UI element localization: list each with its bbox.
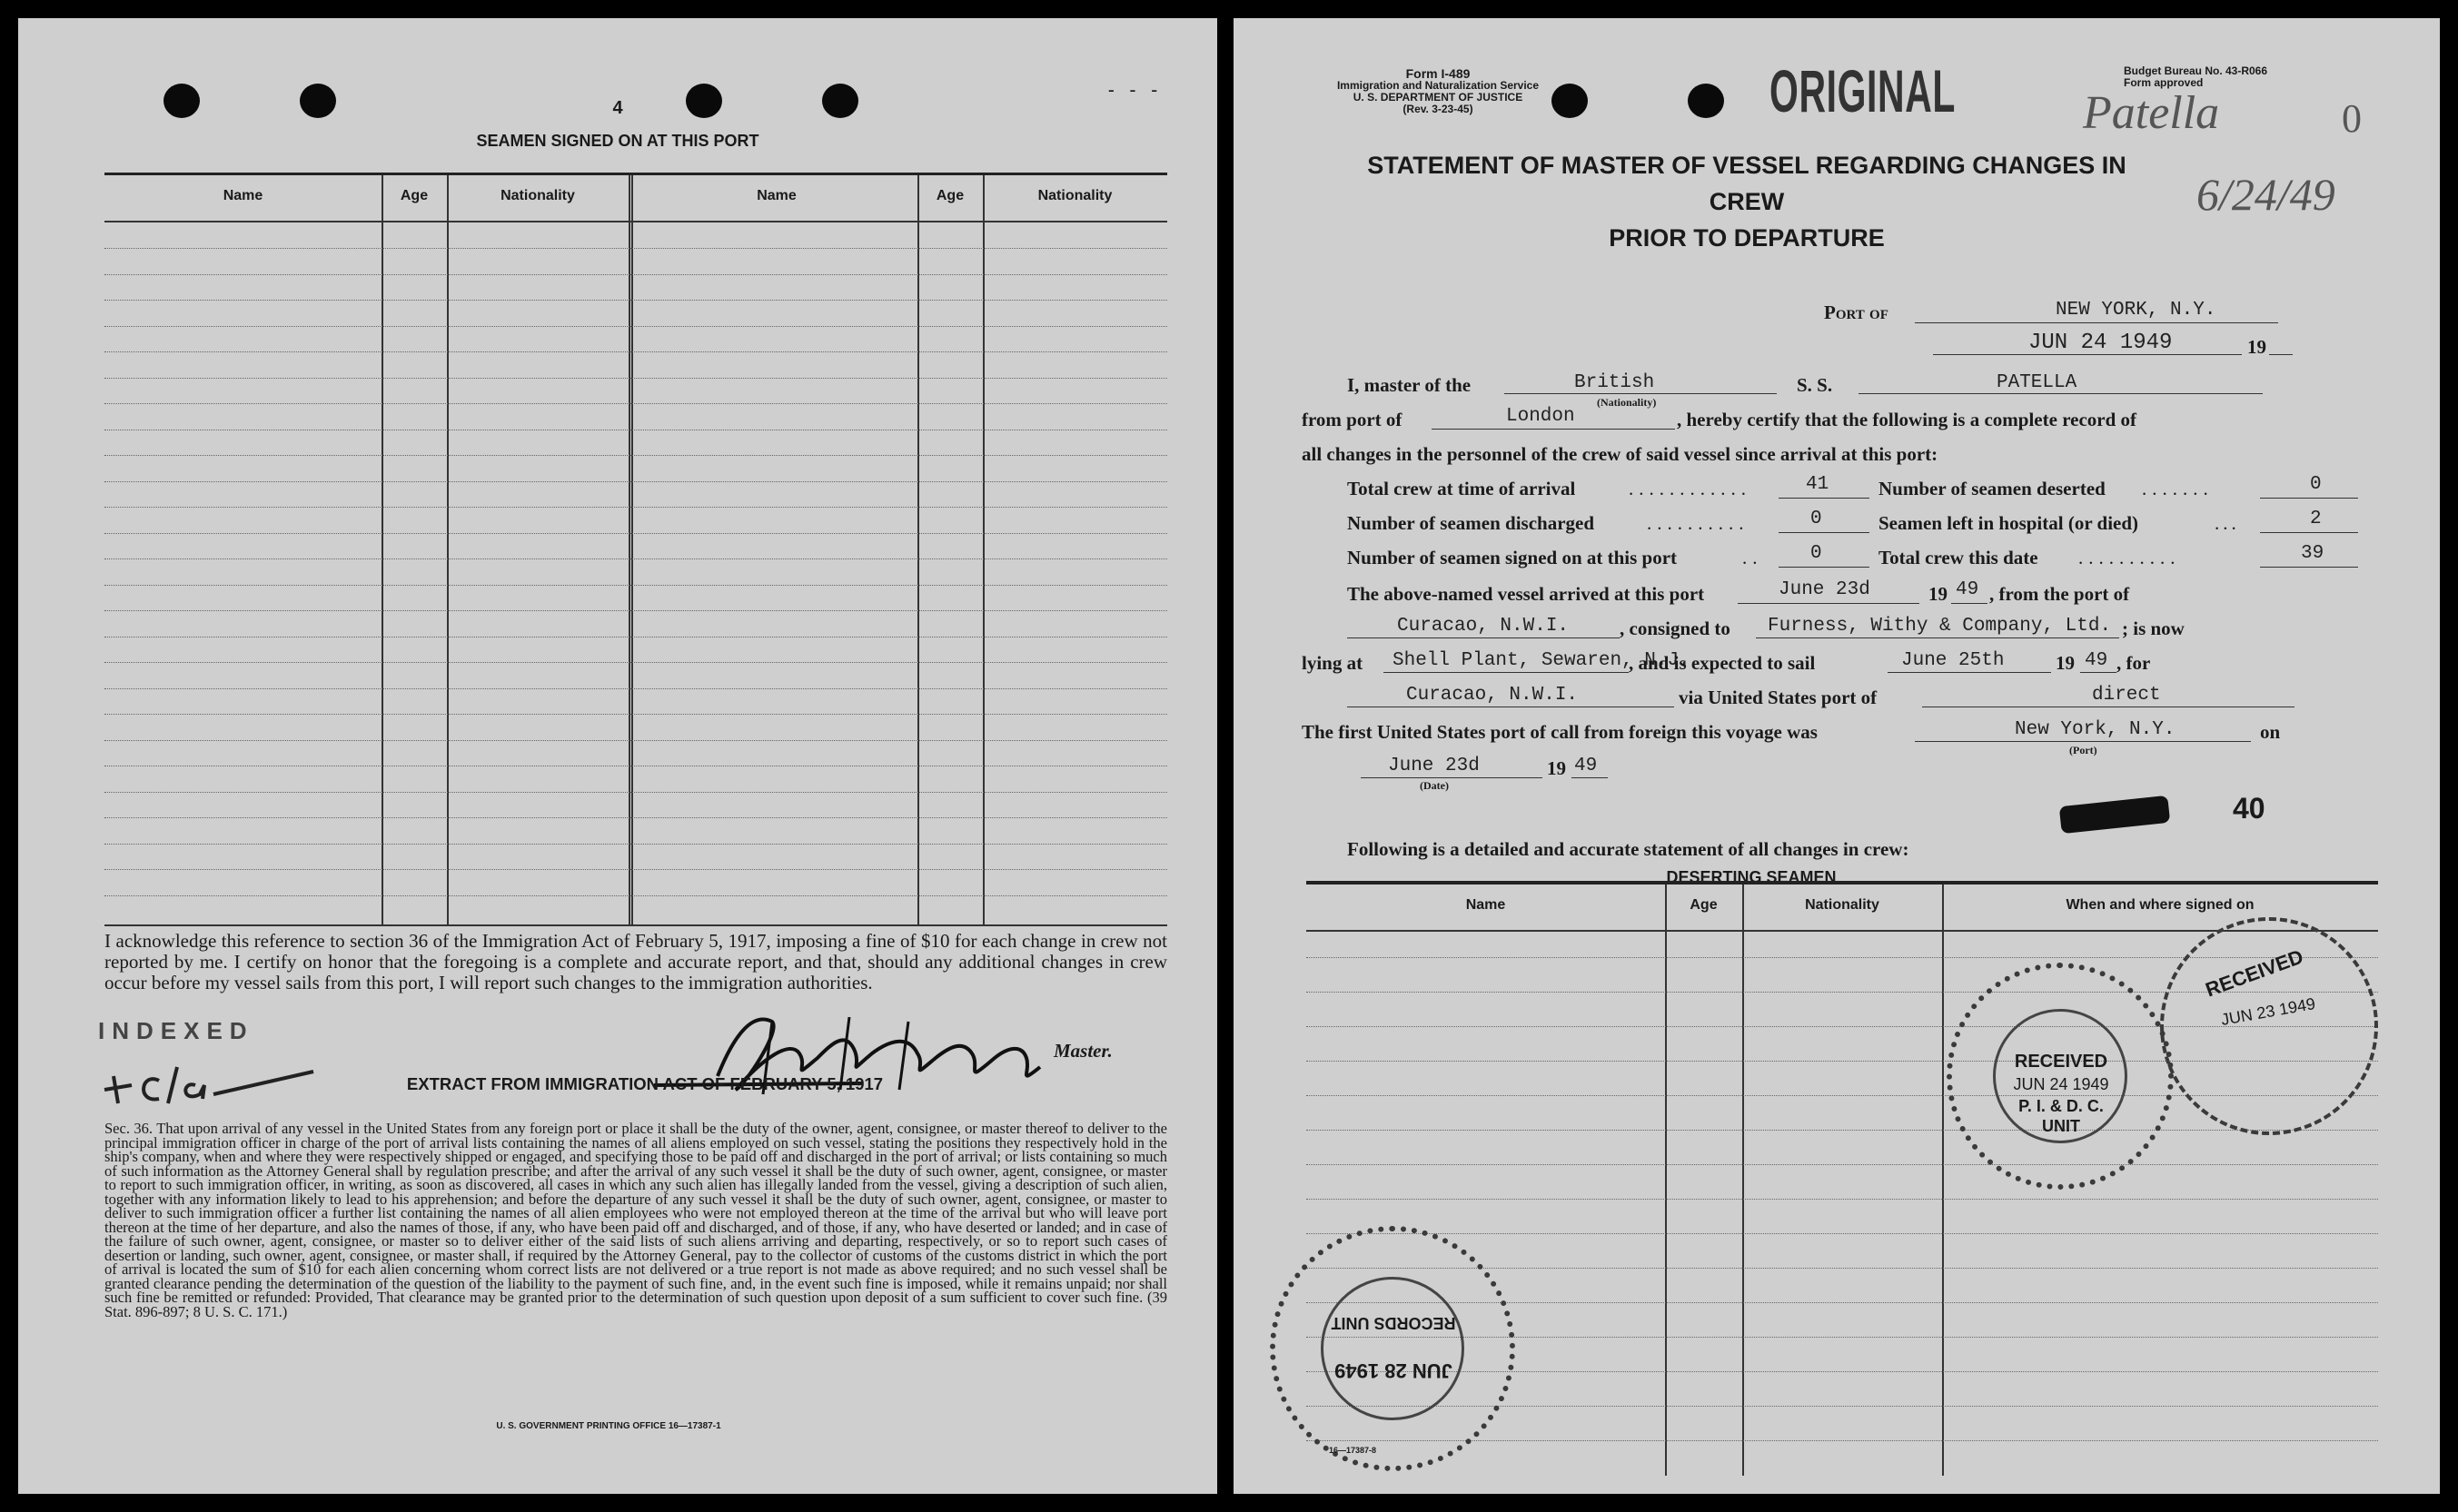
seamen-deserted-value: 0	[2310, 474, 2322, 495]
acknowledgement-text: I acknowledge this reference to section 36 of the Immigration Act of February 5, 1917, imposing a fine of $10 for each change in crew not reported by me. I certify on honor that the foregoing is a complete and accurate report, and that, should any additional changes in crew occur before my vessel sails from this port, I will report such changes to the immigration authorities.	[104, 930, 1167, 993]
received-stamp-2-date: JUN 24 1949	[2013, 1075, 2109, 1093]
records-stamp-date: JUN 28 1949	[1334, 1359, 1452, 1382]
table-row	[104, 248, 1167, 249]
nationality-value: British	[1574, 372, 1655, 393]
left-page: - - - 4 SEAMEN SIGNED ON AT THIS PORT Name Age Nationality Name Age Nationality I acknowledge this reference to section 36 of the Immigration Act of February 5, 1917, imposing a fine of $10 for each change in crew not reported by me. I certify on honor that the foregoing is a complete and accurate report, and that, should any additional changes in crew occur before my vessel sails from this port, I will report such changes to the immigration authorities. Master. INDEXED EXTRACT FROM IMMIGRATION ACT OF FEBRUARY 5, 1917 Sec. 36. That upon arrival of any vessel in the United States from any foreign port or place it shall be the duty of the owner, agent, consignee, or master thereof to deliver to the principal immigration officer in charge of the port of arrival lists containing the names of all aliens employed on such vessel, stating the positions they respectively hold in the ship's company, when and where they were respectively shipped or engaged, and specifying those to be paid off and discharged in the port of arrival; or lists containing so much of such information as the Attorney General shall by regulation prescribe; and after the arrival of any such vessel it shall be the duty of such owner, agent, consignee, or master to report to such immigration officer, in writing, as soon as discovered, all cases in which any such alien has illegally landed from the vessel, giving a description of such alien, together with any information likely to lead to his apprehension; and before the departure of any such vessel it shall be the duty of such owner, agent, consignee, or master to deliver to such immigration officer a further list containing the names of all alien employees who were not employed thereon at the time of the arrival but who will leave port thereon at the time of her departure, and also the names of those, if any, who have been paid off and discharged, and of those, if any, who have deserted or landed; and in case of the failure of such owner, agent, consignee, or master so to deliver either of the said lists of such aliens arriving and departing, respectively, or so to report such cases of desertion or landing, such owner, agent, consignee, or master shall, if required by the Attorney General, pay to the collector of customs of the customs district in which the port of arrival is located the sum of $10 for each alien concerning whom correct lists are not delivered or a true report is not made as above required; and no such vessel shall be granted clearance pending the determination of the question of the liability to the payment of such fine, and, in the event such fine is imposed, while it remains unpaid; nor shall such fine be remitted or refunded: Provided, That clearance may be granted prior to the determination of such question upon deposit of a sum sufficient to cover such fine. (39 Stat. 896-897; 8 U. S. C. 171.) U. S. GOVERNMENT PRINTING OFFICE 16—17387-1	[18, 18, 1217, 1494]
table-row	[104, 274, 1167, 275]
first-port-label: The first United States port of call from foreign this voyage was	[1302, 721, 1818, 743]
following-text: Following is a detailed and accurate statement of all changes in crew:	[1347, 838, 1909, 860]
table-row	[104, 326, 1167, 327]
left-in-hospital-label: Seamen left in hospital (or died)	[1878, 512, 2139, 534]
arrived-year-prefix: 19	[1928, 583, 1948, 605]
ship-name: PATELLA	[1997, 372, 2077, 393]
master-label: Master.	[1054, 1040, 1113, 1062]
port-of-value: NEW YORK, N.Y.	[2056, 300, 2216, 321]
table-row	[104, 688, 1167, 689]
total-crew-date-value: 39	[2301, 543, 2324, 564]
table-row	[104, 403, 1167, 404]
column-header: Age	[936, 188, 965, 203]
records-stamp-label: RECORDS UNIT	[1331, 1314, 1456, 1332]
consignee: Furness, Withy & Company, Ltd.	[1768, 616, 2112, 637]
handwritten-vessel-name: Patella	[2083, 87, 2220, 139]
table-row	[104, 844, 1167, 845]
seamen-discharged-label: Number of seamen discharged	[1347, 512, 1595, 534]
column-header: Nationality	[1805, 897, 1879, 913]
agency-line-1: Immigration and Naturalization Service	[1336, 79, 1540, 92]
form-header	[1297, 68, 1579, 115]
table-row	[104, 300, 1167, 301]
from-port-label: from port of	[1302, 409, 1402, 430]
table-row	[104, 481, 1167, 482]
sail-year: 49	[2085, 650, 2108, 671]
ss-label: S. S.	[1797, 374, 1833, 396]
master-of-the-label: I, master of the	[1347, 374, 1472, 396]
lying-at-value: Shell Plant, Sewaren, N.J.	[1393, 650, 1690, 671]
page-number: 4	[612, 98, 623, 118]
table-row	[104, 895, 1167, 896]
column-header: Name	[757, 188, 797, 203]
punch-hole	[1688, 84, 1724, 118]
right-page: Form I-489 Immigration and Naturalization Service U. S. DEPARTMENT OF JUSTICE (Rev. 3-23-45) ORIGINAL Budget Bureau No. 43-R066 Form approved Patella 0 6/24/49 STATEMENT OF MASTER OF VESSEL REGARDING CHANGES IN CREW PRIOR TO DEPARTURE Port of NEW YORK, N.Y. JUN 24 1949 19 I, master of the British (Nationality) S. S. PATELLA from port of London , hereby certify that the following is a complete record of all changes in the personnel of the crew of said vessel since arrival at this port: Total crew at time of arrival ............ 41 Number of seamen deserted ....... 0 Number of seamen discharged .......... 0 Seamen left in hospital (or died) ... 2 Number of seamen signed on at this port .. 0 Total crew this date .......... 39 The above-named vessel arrived at this port June 23d 19 49 , from the port of Curacao, N.W.I. , consigned to Furness, Withy & Company, Ltd. ; is now lying at Shell Plant, Sewaren, N.J. , and is expected to sail June 25th 19 49 , for Curacao, N.W.I. via United States port of direct The first United States port of call from foreign this voyage was New York, N.Y. (Port) on June 23d (Date) 19 49 40 Following is a detailed and accurate statement of all changes in crew: DESERTING SEAMEN Name Age Nationality When and where signed on RECEIVED JUN 23 1949 RECEIVED JUN 24 1949 P. I. & D. C. UNIT RECORDS UNIT JUN 28 1949 16—17387-8	[1234, 18, 2440, 1494]
certify-text: , hereby certify that the following is a complete record of	[1677, 409, 2137, 430]
extract-text: Sec. 36. That upon arrival of any vessel in the United States from any foreign port or place it shall be the duty of the owner, agent, consignee, or master thereof to deliver to the principal immigration officer in charge of the port of arrival lists containing the names of all aliens employed on such vessel, stating the positions they respectively hold in the ship's company, when and where they were respectively shipped or engaged, and specifying those to be paid off and discharged in the port of arrival; or lists containing so much of such information as the Attorney General shall by regulation prescribe; and after the arrival of any such vessel it shall be the duty of such owner, agent, consignee, or master to report to such immigration officer, in writing, as soon as discovered, all cases in which any such alien has illegally landed from the vessel, giving a description of such alien, together with any information likely to lead to his apprehension; and before the departure of any such vessel it shall be the duty of such owner, agent, consignee, or master to deliver to such immigration officer a further list containing the names of all alien employees who were not employed thereon at the time of the arrival but who will leave port thereon at the time of her departure, and also the names of those, if any, who have been paid off and discharged, and of those, if any, who have deserted or landed; and in case of the failure of such owner, agent, consignee, or master so to deliver either of the said lists of such aliens arriving and departing, respectively, or so to report such cases of desertion or landing, such owner, agent, consignee, or master shall, if required by the Attorney General, pay to the collector of customs of the customs district in which the port of arrival is located the sum of $10 for each alien concerning whom correct lists are not delivered or a true report is not made as above required; and no such vessel shall be granted clearance pending the determination of the question of the liability to the payment of such fine, and, in the event such fine is imposed, while it remains unpaid; nor shall such fine be remitted or refunded: Provided, That clearance may be granted prior to the determination of such question upon deposit of a sum sufficient to cover such fine. (39 Stat. 896-897; 8 U. S. C. 171.)	[104, 1120, 1167, 1320]
punch-hole	[164, 84, 200, 118]
expected-label: , and is expected to sail	[1629, 652, 1816, 674]
table-row	[104, 817, 1167, 818]
revision: (Rev. 3-23-45)	[1402, 103, 1473, 115]
first-year-prefix: 19	[1547, 757, 1566, 779]
received-stamp-2-unit2: UNIT	[2042, 1117, 2080, 1135]
punch-hole	[686, 84, 722, 118]
all-changes-text: all changes in the personnel of the crew of said vessel since arrival at this port:	[1302, 443, 1938, 465]
form-number: Form I-489	[1405, 66, 1471, 81]
table-row	[104, 533, 1167, 534]
signed-on-value: 0	[1810, 543, 1822, 564]
handwritten-date: 6/24/49	[2196, 169, 2335, 220]
budget-line-2: Form approved	[2124, 76, 2204, 89]
column-header: Age	[1690, 897, 1718, 913]
table-row	[104, 869, 1167, 870]
is-now: ; is now	[2122, 618, 2185, 639]
left-in-hospital-value: 2	[2310, 509, 2322, 529]
column-header: Name	[1465, 897, 1506, 913]
total-crew-arrival-value: 41	[1806, 474, 1829, 495]
date-caption: (Date)	[1420, 779, 1449, 792]
received-stamp-1-label: RECEIVED	[2202, 944, 2306, 1002]
received-stamp-1	[2160, 917, 2378, 1135]
agency-line-2: U. S. DEPARTMENT OF JUSTICE	[1353, 91, 1523, 104]
received-stamp-2	[1947, 963, 2174, 1190]
table-row	[104, 455, 1167, 456]
arrived-year: 49	[1956, 579, 1979, 600]
table-row	[104, 558, 1167, 559]
from-port-value: London	[1506, 406, 1575, 427]
column-header: When and where signed on	[2066, 897, 2255, 913]
column-header: Nationality	[501, 188, 575, 203]
column-header: Name	[223, 188, 263, 203]
date-suffix: 19	[2247, 336, 2266, 358]
lying-at-label: lying at	[1302, 652, 1363, 674]
table-row	[104, 740, 1167, 741]
arrived-date: June 23d	[1779, 579, 1870, 600]
seamen-signed-on-table	[104, 173, 1167, 926]
seamen-discharged-value: 0	[1810, 509, 1822, 529]
table-row	[104, 351, 1167, 352]
table-row	[104, 610, 1167, 611]
total-crew-arrival-label: Total crew at time of arrival	[1347, 478, 1576, 499]
indexed-stamp: INDEXED	[98, 1017, 254, 1044]
consigned-label: , consigned to	[1620, 618, 1730, 639]
for-label: , for	[2116, 652, 2151, 674]
table-row	[104, 585, 1167, 586]
via-label: via United States port of	[1679, 687, 1878, 708]
nationality-caption: (Nationality)	[1597, 396, 1657, 409]
origin-port: Curacao, N.W.I.	[1397, 616, 1570, 637]
destination: Curacao, N.W.I.	[1406, 685, 1579, 706]
clerk-initials	[95, 1053, 332, 1117]
budget-line-1: Budget Bureau No. 43-R066	[2124, 64, 2268, 77]
seamen-deserted-label: Number of seamen deserted	[1878, 478, 2106, 499]
extract-title: EXTRACT FROM IMMIGRATION ACT OF FEBRUARY 5, 1917	[406, 1074, 884, 1093]
table-row	[1306, 1233, 2378, 1234]
port-caption: (Port)	[2069, 744, 2097, 756]
date-stamp: JUN 24 1949	[2028, 331, 2173, 355]
arrived-label: The above-named vessel arrived at this port	[1347, 583, 1705, 605]
table-row	[1306, 1199, 2378, 1200]
first-port-value: New York, N.Y.	[2015, 719, 2176, 740]
port-of-label: Port of	[1824, 301, 1888, 323]
table-row	[104, 792, 1167, 793]
first-year: 49	[1574, 756, 1598, 776]
table-row	[1306, 1164, 2378, 1165]
redaction-mark	[2059, 796, 2170, 834]
form-title	[1343, 147, 2151, 256]
total-crew-date-label: Total crew this date	[1878, 547, 2038, 568]
column-header: Nationality	[1037, 188, 1113, 203]
title-line-2: PRIOR TO DEPARTURE	[1609, 224, 1885, 252]
sail-date: June 25th	[1901, 650, 2005, 671]
title-line-1: STATEMENT OF MASTER OF VESSEL REGARDING CHANGES IN CREW	[1367, 152, 2126, 215]
records-stamp	[1270, 1226, 1515, 1471]
from-the-port-of: , from the port of	[1989, 583, 2130, 605]
via-value: direct	[2092, 685, 2161, 706]
handwritten-number: 40	[2233, 792, 2265, 825]
printing-office-line: U. S. GOVERNMENT PRINTING OFFICE 16—17387-1	[496, 1421, 721, 1431]
signed-on-label: Number of seamen signed on at this port	[1347, 547, 1678, 568]
received-stamp-1-date: JUN 23 1949	[2219, 994, 2317, 1029]
first-date: June 23d	[1388, 756, 1480, 776]
received-stamp-2-label: RECEIVED	[2014, 1052, 2108, 1072]
on-label: on	[2260, 721, 2281, 743]
sail-year-prefix: 19	[2056, 652, 2075, 674]
punch-hole	[300, 84, 336, 118]
table-row	[104, 662, 1167, 663]
table-row	[1306, 1130, 2378, 1131]
original-stamp: ORIGINAL	[1769, 57, 1957, 124]
table-row	[104, 507, 1167, 508]
table-row	[104, 378, 1167, 379]
punch-hole	[822, 84, 858, 118]
printing-code: 16—17387-8	[1329, 1446, 1377, 1455]
received-stamp-2-unit: P. I. & D. C.	[2018, 1097, 2104, 1115]
table-row	[104, 714, 1167, 715]
section-title: SEAMEN SIGNED ON AT THIS PORT	[476, 132, 759, 150]
deserting-title: DESERTING SEAMEN	[1666, 868, 1837, 886]
column-header: Age	[400, 188, 429, 203]
